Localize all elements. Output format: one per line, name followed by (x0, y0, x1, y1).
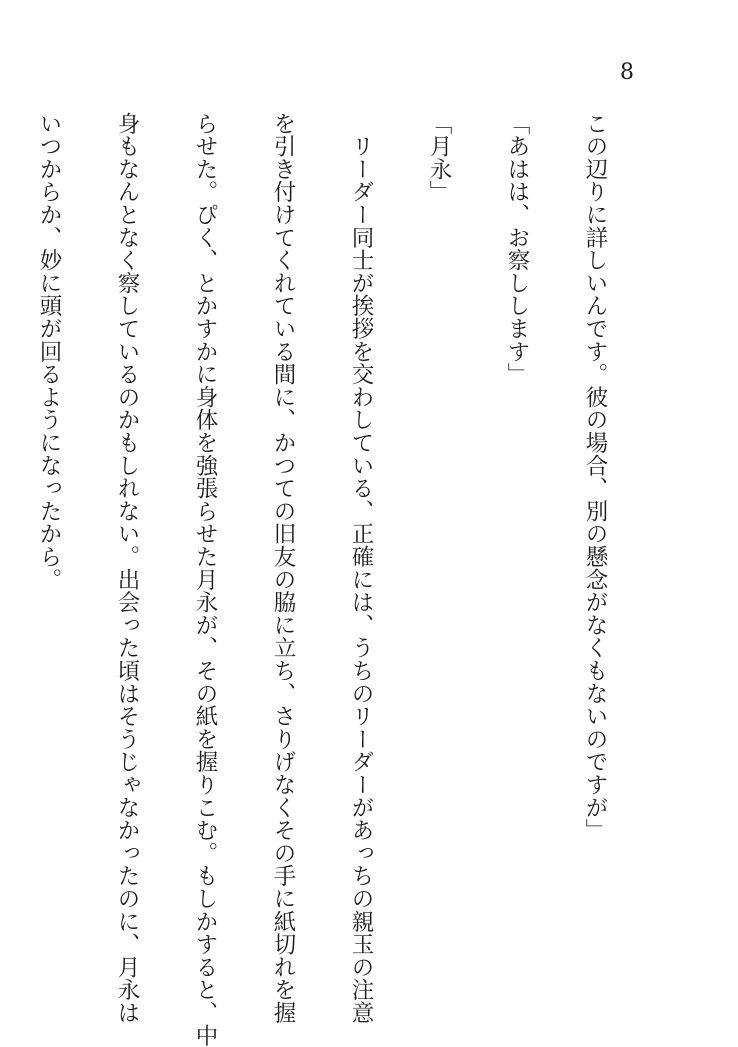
body-text (36, 112, 660, 1047)
text-line: 「あはは、お察しします」 (504, 112, 530, 386)
page-number: 8 (620, 60, 634, 85)
text-line: 身もなんとなく察しているのかもしれない。出会った頃はそうじゃなかったのに、月永は (114, 112, 140, 1024)
text-line: いつからか、妙に頭が回るようになったから。 (36, 112, 62, 591)
text-line: を引き付けてくれている間に、かつての旧友の脇に立ち、さりげなくその手に紙切れを握 (270, 112, 296, 1024)
text-line: らせた。ぴく、とかすかに身体を強張らせた月永が、その紙を握りこむ。もしかすると、中 (192, 112, 218, 1047)
text-line: 「月永」 (426, 112, 452, 204)
text-line: この辺りに詳しいんです。彼の場合、別の懸念がなくもないのですが」 (582, 112, 608, 842)
text-line: リーダー同士が挨拶を交わしている、正確には、うちのリーダーがあっちの親玉の注意 (348, 112, 374, 1024)
